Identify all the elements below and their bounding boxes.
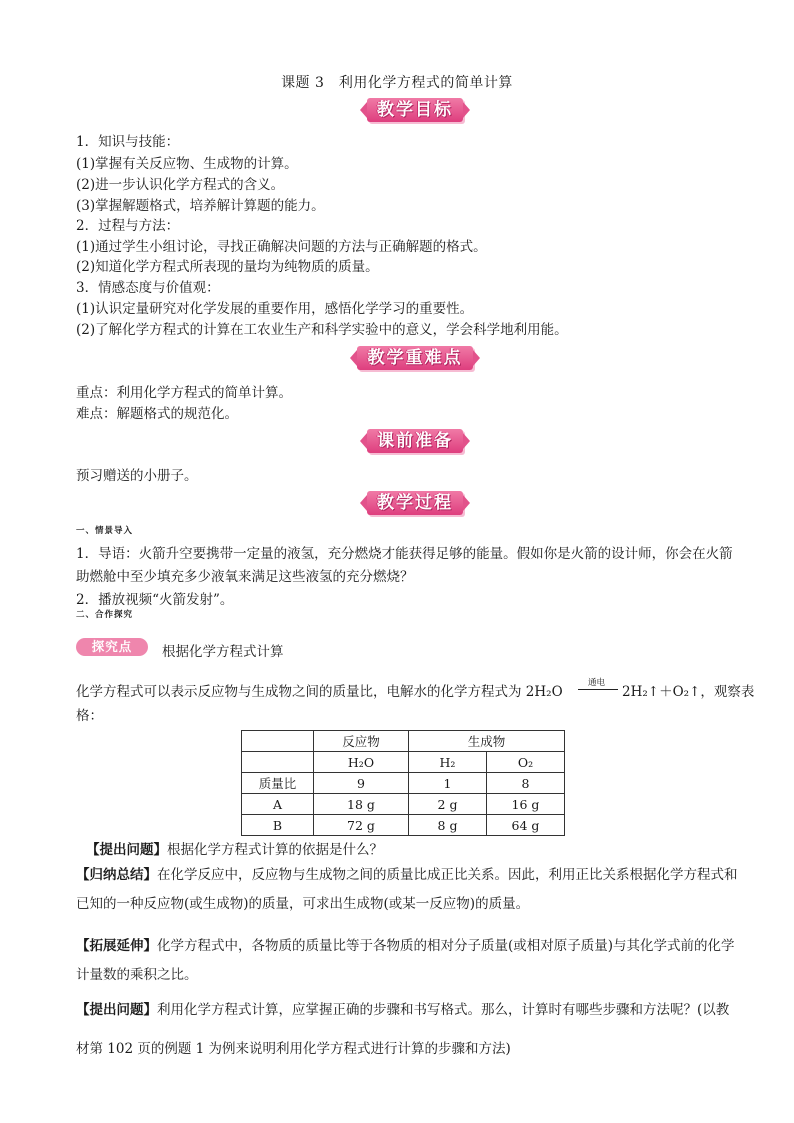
summary-label: 【归纳总结】 xyxy=(76,867,157,883)
table-cell: 8 xyxy=(487,773,565,794)
objective-line-8: 3．情感态度与价值观： xyxy=(76,280,220,296)
objective-line-4: (3)掌握解题格式，培养解计算题的能力。 xyxy=(76,198,325,214)
table-cell: 质量比 xyxy=(242,773,314,794)
table-row xyxy=(242,773,565,794)
equation-condition: 通电 xyxy=(588,678,606,688)
table-row xyxy=(242,752,565,773)
mass-ratio-table xyxy=(241,730,565,836)
table-header-reactant: 反应物 xyxy=(314,731,409,752)
table-cell: B xyxy=(242,815,314,836)
summary-text-a: 在化学反应中，反应物与生成物之间的质量比成正比关系。因此，利用正比关系根据化学方程式和 xyxy=(157,867,738,883)
banner-process: 教学过程 xyxy=(367,491,463,515)
banner-key-points: 教学重难点 xyxy=(357,346,473,370)
extension-label: 【拓展延伸】 xyxy=(76,938,157,954)
objective-line-1: 1．知识与技能： xyxy=(76,134,180,150)
banner-preparation: 课前准备 xyxy=(367,429,463,453)
summary-line-a xyxy=(76,863,738,883)
equation-paragraph-cont: 格： xyxy=(76,708,103,724)
section-heading-intro: 一、情景导入 xyxy=(76,526,134,536)
key-point-important: 重点：利用化学方程式的简单计算。 xyxy=(76,385,292,401)
table-row xyxy=(242,731,565,752)
objective-line-7: (2)知道化学方程式所表现的量均为纯物质的质量。 xyxy=(76,259,379,275)
intro-paragraph-1b: 助燃舱中至少填充多少液氧来满足这些液氢的充分燃烧？ xyxy=(76,569,414,585)
table-cell: H₂O xyxy=(314,752,409,773)
question-label: 【提出问题】 xyxy=(86,842,167,858)
table-cell: O₂ xyxy=(487,752,565,773)
page-title: 课题 3 利用化学方程式的简单计算 xyxy=(281,75,513,91)
equation-paragraph-post: 2H₂↑＋O₂↑，观察表 xyxy=(622,684,755,700)
objective-line-10: (2)了解化学方程式的计算在工农业生产和科学实验中的意义，学会科学地利用能。 xyxy=(76,322,568,338)
explore-point-title: 根据化学方程式计算 xyxy=(162,644,284,660)
question-2-line-a xyxy=(76,998,729,1018)
table-row xyxy=(242,815,565,836)
question-2-line-b: 材第 102 页的例题 1 为例来说明利用化学方程式进行计算的步骤和方法) xyxy=(76,1041,511,1057)
question-text: 根据化学方程式计算的依据是什么？ xyxy=(167,842,383,858)
intro-paragraph-2: 2．播放视频“火箭发射”。 xyxy=(76,592,234,608)
objective-line-3: (2)进一步认识化学方程式的含义。 xyxy=(76,177,285,193)
question-2-text-a: 利用化学方程式计算，应掌握正确的步骤和书写格式。那么，计算时有哪些步骤和方法呢？(以教 xyxy=(157,1002,730,1018)
table-cell: 9 xyxy=(314,773,409,794)
table-cell: 8 g xyxy=(409,815,487,836)
objective-line-9: (1)认识定量研究对化学发展的重要作用，感悟化学学习的重要性。 xyxy=(76,301,474,317)
table-cell xyxy=(242,731,314,752)
intro-paragraph-1a: 1．导语：火箭升空要携带一定量的液氢，充分燃烧才能获得足够的能量。假如你是火箭的设计师，你会在火箭 xyxy=(76,546,733,562)
summary-line-b: 已知的一种反应物(或生成物)的质量，可求出生成物(或某一反应物)的质量。 xyxy=(76,896,530,912)
table-cell xyxy=(242,752,314,773)
extension-text-a: 化学方程式中，各物质的质量比等于各物质的相对分子质量(或相对原子质量)与其化学式前的化学 xyxy=(157,938,735,954)
objective-line-6: (1)通过学生小组讨论，寻找正确解决问题的方法与正确解题的格式。 xyxy=(76,239,487,255)
table-cell: 18 g xyxy=(314,794,409,815)
table-cell: A xyxy=(242,794,314,815)
table-header-product: 生成物 xyxy=(409,731,565,752)
equation-paragraph-pre: 化学方程式可以表示反应物与生成物之间的质量比，电解水的化学方程式为 2H₂O xyxy=(76,684,563,700)
explore-point-tag: 探究点 xyxy=(76,638,148,656)
banner-objectives: 教学目标 xyxy=(367,98,463,122)
table-cell: 1 xyxy=(409,773,487,794)
extension-line-a xyxy=(76,934,735,954)
equation-arrow xyxy=(578,689,618,690)
extension-line-b: 计量数的乘积之比。 xyxy=(76,967,198,983)
key-point-difficult: 难点：解题格式的规范化。 xyxy=(76,406,238,422)
table-cell: 72 g xyxy=(314,815,409,836)
question-2-label: 【提出问题】 xyxy=(76,1002,157,1018)
table-cell: H₂ xyxy=(409,752,487,773)
table-row xyxy=(242,794,565,815)
objective-line-5: 2．过程与方法： xyxy=(76,218,180,234)
table-cell: 16 g xyxy=(487,794,565,815)
table-cell: 64 g xyxy=(487,815,565,836)
table-cell: 2 g xyxy=(409,794,487,815)
preparation-text: 预习赠送的小册子。 xyxy=(76,468,198,484)
objective-line-2: (1)掌握有关反应物、生成物的计算。 xyxy=(76,156,298,172)
section-heading-explore: 二、合作探究 xyxy=(76,610,134,620)
question-1 xyxy=(86,838,383,858)
